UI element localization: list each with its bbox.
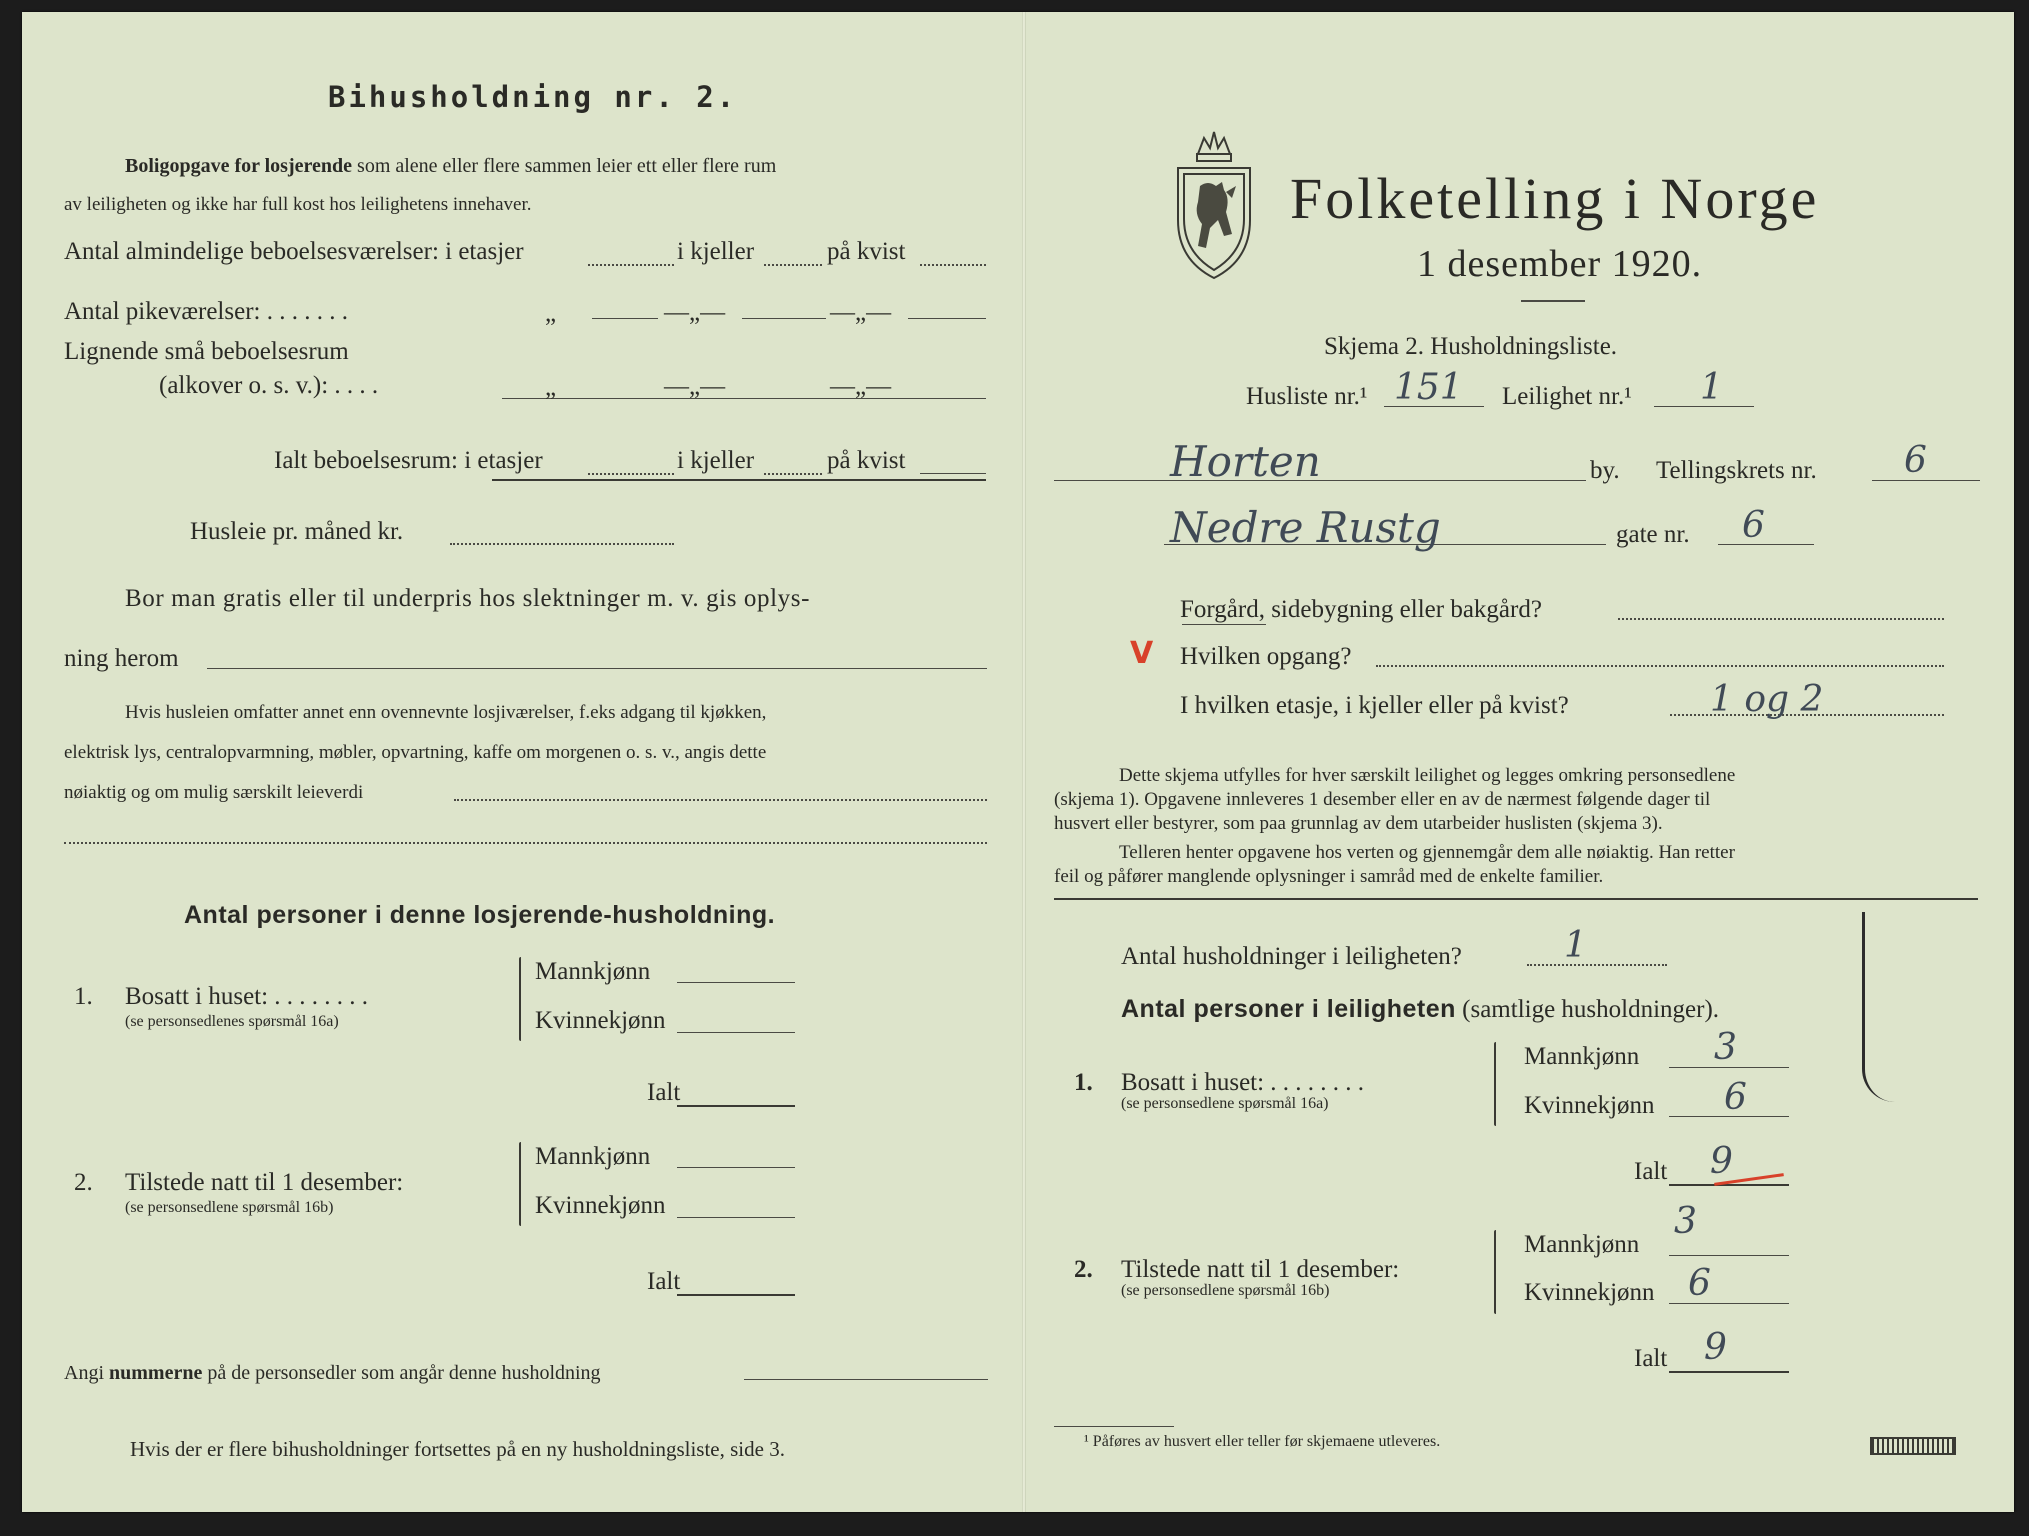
note-line-2: elektrisk lys, centralopvarmning, møbler, opvartning, kaffe om morgenen o. s. v., angis dette bbox=[64, 742, 767, 763]
numbers-label-a: Angi bbox=[64, 1362, 104, 1384]
rent-field[interactable] bbox=[450, 543, 674, 545]
left-q1-kvinne-label: Kvinnekjønn bbox=[535, 1007, 666, 1034]
small-rooms-quote: „ bbox=[545, 374, 557, 401]
instr-line-5: feil og påfører manglende oplysninger i samråd med de enkelte familier. bbox=[1054, 866, 1604, 887]
right-q1-mann-value[interactable]: 3 bbox=[1714, 1027, 1737, 1068]
right-q2-ialt-field[interactable] bbox=[1669, 1371, 1789, 1373]
small-rooms-label-1: Lignende små beboelsesrum bbox=[64, 338, 349, 365]
note-line-1: Hvis husleien omfatter annet enn ovennevnte losjiværelser, f.eks adgang til kjøkken, bbox=[125, 702, 767, 723]
left-q2-label: Tilstede natt til 1 desember: bbox=[125, 1169, 404, 1196]
instr-line-4: Telleren henter opgavene hos verten og gjennemgår dem alle nøiaktig. Han retter bbox=[1119, 842, 1735, 863]
right-q1-brace bbox=[1494, 1042, 1496, 1126]
etasje-value[interactable]: 1 og 2 bbox=[1710, 679, 1824, 720]
instructions-rule bbox=[1054, 898, 1978, 900]
instr-line-2: (skjema 1). Opgavene innleveres 1 desember eller en av de nærmest følgende dager til bbox=[1054, 789, 1711, 810]
forgard-field[interactable] bbox=[1618, 618, 1944, 620]
opgang-label: Hvilken opgang? bbox=[1180, 643, 1352, 670]
rent-label: Husleie pr. måned kr. bbox=[190, 518, 404, 545]
krets-value[interactable]: 6 bbox=[1904, 440, 1927, 481]
rooms-kvist-label: på kvist bbox=[827, 238, 906, 265]
right-q1-ialt-label: Ialt bbox=[1634, 1158, 1668, 1185]
intro-rest: som alene eller flere sammen leier ett eller flere rum bbox=[357, 155, 777, 177]
persons-heading: Antal personer i denne losjerende-husholdning. bbox=[184, 901, 776, 929]
rooms-kjeller-field[interactable] bbox=[764, 264, 822, 266]
right-footnote: ¹ Påføres av husvert eller teller før skjemaene utleveres. bbox=[1084, 1433, 1441, 1450]
note-field[interactable] bbox=[454, 799, 987, 801]
printer-stamp-icon bbox=[1870, 1437, 1956, 1455]
gate-field[interactable] bbox=[1718, 544, 1814, 545]
small-rooms-dash-1: —„— bbox=[664, 373, 726, 400]
norway-coat-of-arms-icon bbox=[1170, 124, 1258, 282]
left-q1-ref: (se personsedlenes spørsmål 16a) bbox=[125, 1013, 339, 1030]
left-q2-mann-field[interactable] bbox=[677, 1167, 795, 1168]
left-q2-ialt-field[interactable] bbox=[677, 1294, 795, 1296]
small-rooms-dash-2: —„— bbox=[830, 373, 892, 400]
note-line-3: nøiaktig og om mulig særskilt leieverdi bbox=[64, 782, 364, 803]
numbers-field[interactable] bbox=[744, 1379, 988, 1380]
total-kvist-label: på kvist bbox=[827, 447, 906, 474]
footnote-rule bbox=[1054, 1426, 1174, 1427]
left-q1-num: 1. bbox=[74, 983, 93, 1010]
left-q2-kvinne-field[interactable] bbox=[677, 1217, 795, 1218]
right-q1-ialt-value[interactable]: 9 bbox=[1710, 1141, 1733, 1182]
right-q2-ialt-value[interactable]: 9 bbox=[1704, 1327, 1727, 1368]
right-q2-ref: (se personsedlene spørsmål 16b) bbox=[1121, 1282, 1330, 1299]
city-value[interactable]: Horten bbox=[1170, 437, 1321, 486]
husliste-label: Husliste nr.¹ bbox=[1246, 383, 1368, 410]
pike-dash-1: —„— bbox=[664, 299, 726, 326]
gate-label: gate nr. bbox=[1616, 521, 1690, 548]
husholdninger-value[interactable]: 1 bbox=[1564, 925, 1587, 966]
persons-heading-right bbox=[1121, 994, 1719, 1025]
total-underline bbox=[492, 479, 986, 481]
right-q2-brace bbox=[1494, 1230, 1496, 1314]
husholdninger-field[interactable] bbox=[1527, 964, 1667, 966]
husholdninger-label: Antal husholdninger i leiligheten? bbox=[1121, 943, 1462, 970]
form-title: Folketelling i Norge bbox=[1290, 166, 1820, 231]
right-q1-ref: (se personsedlene spørsmål 16a) bbox=[1121, 1095, 1329, 1112]
total-kjeller-field[interactable] bbox=[764, 473, 822, 475]
total-kjeller-label: i kjeller bbox=[677, 447, 755, 474]
left-q2-brace bbox=[519, 1142, 521, 1226]
right-q1-ialt-field[interactable] bbox=[1669, 1184, 1789, 1186]
free-line-2: ning herom bbox=[64, 645, 179, 672]
pencil-mark bbox=[1862, 912, 1895, 1102]
numbers-label bbox=[64, 1361, 601, 1385]
right-q2-mann-label: Mannkjønn bbox=[1524, 1231, 1640, 1258]
red-check-mark: V bbox=[1130, 636, 1154, 671]
rooms-label: Antal almindelige beboelsesværelser: i etasjer bbox=[64, 238, 524, 265]
title-divider bbox=[1521, 300, 1585, 302]
left-q1-kvinne-field[interactable] bbox=[677, 1032, 795, 1033]
form-name: Skjema 2. Husholdningsliste. bbox=[1324, 333, 1618, 360]
right-q2-ialt-label: Ialt bbox=[1634, 1345, 1668, 1372]
left-q2-num: 2. bbox=[74, 1169, 93, 1196]
by-label: by. bbox=[1590, 457, 1620, 484]
opgang-field[interactable] bbox=[1376, 665, 1944, 667]
right-page-husholdningsliste bbox=[1024, 12, 2014, 1512]
bihusholdning-heading: Bihusholdning nr. 2. bbox=[328, 80, 738, 114]
numbers-label-b: nummerne bbox=[109, 1362, 203, 1384]
numbers-label-c: på de personsedler som angår denne husholdning bbox=[207, 1362, 601, 1384]
census-form-sheet bbox=[22, 12, 2014, 1512]
krets-label: Tellingskrets nr. bbox=[1656, 457, 1817, 484]
persons-heading-rest: (samtlige husholdninger). bbox=[1462, 996, 1720, 1023]
left-q1-ialt-field[interactable] bbox=[677, 1105, 795, 1107]
right-q2-kvinne-value[interactable]: 6 bbox=[1688, 1263, 1711, 1304]
right-q1-label: Bosatt i huset: . . . . . . . . bbox=[1121, 1069, 1365, 1096]
forgard-label: Forgård, sidebygning eller bakgård? bbox=[1180, 596, 1542, 623]
left-q1-mann-field[interactable] bbox=[677, 982, 795, 983]
total-rooms-label: Ialt beboelsesrum: i etasjer bbox=[274, 447, 543, 474]
left-q2-ialt-label: Ialt bbox=[647, 1268, 681, 1295]
street-value[interactable]: Nedre Rustg bbox=[1170, 503, 1441, 552]
rooms-kvist-field[interactable] bbox=[920, 264, 986, 266]
total-kvist-field[interactable] bbox=[920, 473, 986, 474]
gate-value[interactable]: 6 bbox=[1742, 505, 1765, 546]
left-q1-ialt-label: Ialt bbox=[647, 1079, 681, 1106]
intro-line-1 bbox=[125, 154, 776, 178]
right-q1-kvinne-value[interactable]: 6 bbox=[1724, 1077, 1747, 1118]
left-q1-brace bbox=[519, 957, 521, 1041]
form-date: 1 desember 1920. bbox=[1417, 243, 1703, 285]
left-q2-ref: (se personsedlene spørsmål 16b) bbox=[125, 1199, 334, 1216]
note-field-2[interactable] bbox=[64, 842, 987, 844]
left-footer: Hvis der er flere bihusholdninger fortsettes på en ny husholdningsliste, side 3. bbox=[130, 1437, 785, 1461]
left-q2-mann-label: Mannkjønn bbox=[535, 1143, 651, 1170]
total-etasjer-field[interactable] bbox=[588, 473, 674, 475]
right-q2-mann-value[interactable]: 3 bbox=[1674, 1201, 1697, 1242]
left-page-bihusholdning bbox=[22, 12, 1024, 1512]
right-q1-kvinne-label: Kvinnekjønn bbox=[1524, 1092, 1655, 1119]
instr-line-1: Dette skjema utfylles for hver særskilt leilighet og legges omkring personsedlene bbox=[1119, 765, 1736, 786]
right-q2-kvinne-label: Kvinnekjønn bbox=[1524, 1279, 1655, 1306]
free-line-1: Bor man gratis eller til underpris hos slektninger m. v. gis oplys- bbox=[125, 585, 811, 612]
pike-quote: „ bbox=[545, 300, 557, 327]
etasje-label: I hvilken etasje, i kjeller eller på kvist? bbox=[1180, 692, 1569, 719]
leilighet-label: Leilighet nr.¹ bbox=[1502, 383, 1632, 410]
persons-heading-bold: Antal personer i leiligheten bbox=[1121, 995, 1456, 1023]
rooms-etasjer-field[interactable] bbox=[588, 264, 674, 266]
right-q2-label: Tilstede natt til 1 desember: bbox=[1121, 1256, 1400, 1283]
left-q2-kvinne-label: Kvinnekjønn bbox=[535, 1192, 666, 1219]
intro-bold: Boligopgave for losjerende bbox=[125, 155, 353, 177]
small-rooms-label-2: (alkover o. s. v.): . . . . bbox=[159, 372, 379, 399]
husliste-value[interactable]: 151 bbox=[1394, 367, 1463, 408]
pike-kvist-field[interactable] bbox=[908, 318, 986, 319]
right-q1-mann-label: Mannkjønn bbox=[1524, 1043, 1640, 1070]
pike-label: Antal pikeværelser: . . . . . . . bbox=[64, 298, 348, 325]
right-q2-mann-field[interactable] bbox=[1669, 1255, 1789, 1256]
right-q1-num: 1. bbox=[1074, 1069, 1093, 1096]
left-q1-label: Bosatt i huset: . . . . . . . . bbox=[125, 983, 369, 1010]
small-rooms-baseline bbox=[502, 398, 986, 399]
pike-dash-2: —„— bbox=[830, 299, 892, 326]
left-q1-mann-label: Mannkjønn bbox=[535, 958, 651, 985]
pike-etasjer-field[interactable] bbox=[592, 318, 658, 319]
right-q2-num: 2. bbox=[1074, 1256, 1093, 1283]
free-field[interactable] bbox=[207, 668, 987, 669]
leilighet-value[interactable]: 1 bbox=[1700, 367, 1723, 408]
pike-kjeller-field[interactable] bbox=[742, 318, 826, 319]
intro-line-2: av leiligheten og ikke har full kost hos leilighetens innehaver. bbox=[64, 194, 532, 215]
rooms-kjeller-label: i kjeller bbox=[677, 238, 755, 265]
instr-line-3: husvert eller bestyrer, som paa grunnlag av dem utarbeider huslisten (skjema 3). bbox=[1054, 813, 1663, 834]
right-q2-kvinne-field[interactable] bbox=[1669, 1303, 1789, 1304]
forgard-underline bbox=[1182, 624, 1266, 625]
